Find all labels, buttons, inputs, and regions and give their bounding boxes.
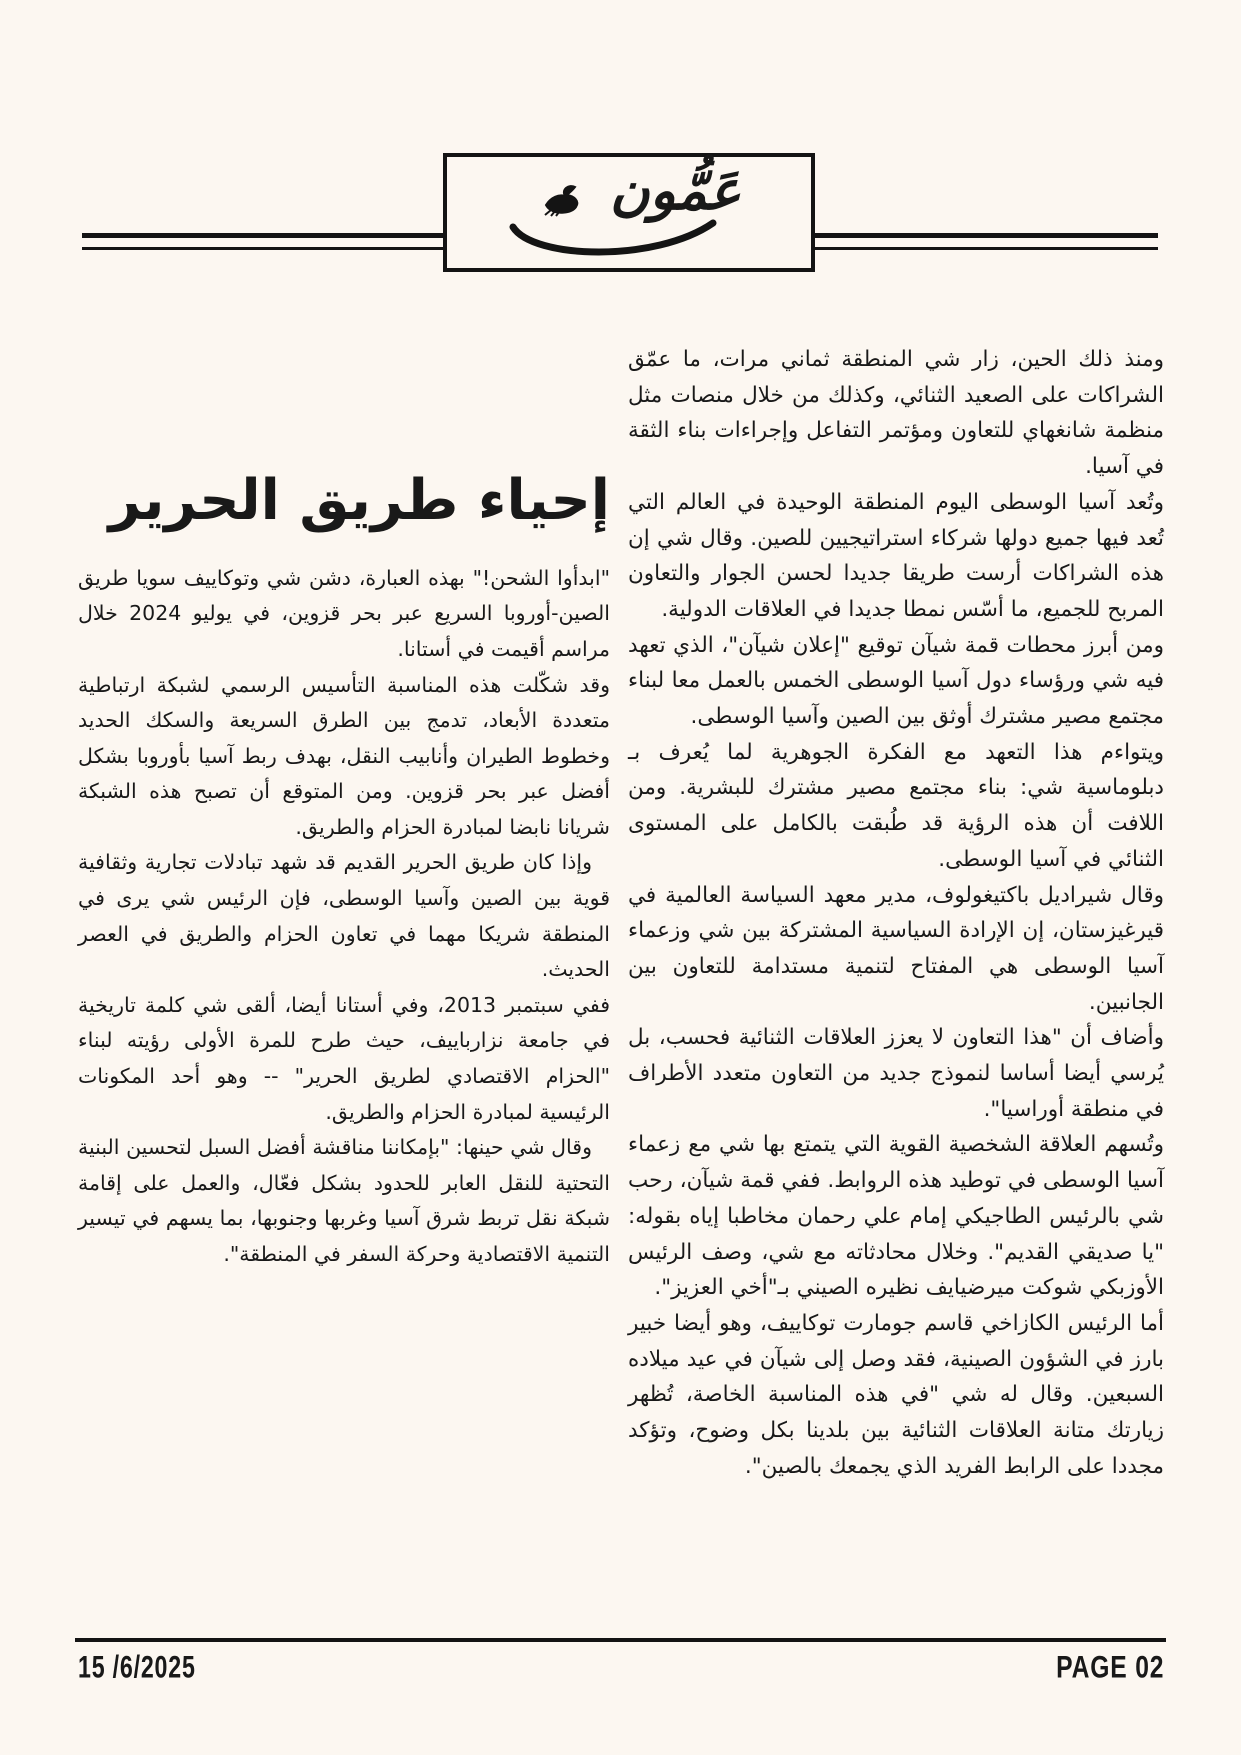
header-rule-right-thin (815, 247, 1158, 250)
article-paragraph: ومنذ ذلك الحين، زار شي المنطقة ثماني مرات، ما عمّق الشراكات على الصعيد الثنائي، وكذلك من خلال منصات مثل منظمة شانغهاي للتعاون ومؤتمر التفاعل وإجراءات بناء الثقة في آسيا. (628, 347, 1164, 480)
article-paragraph: "ابدأوا الشحن!" بهذه العبارة، دشن شي وتوكاييف سويا طريق الصين-أوروبا السريع عبر بحر قزوين، في يوليو 2024 خلال مراسم أقيمت في أستانا. (78, 565, 610, 661)
article-paragraph: وقد شكّلت هذه المناسبة التأسيس الرسمي لشبكة ارتباطية متعددة الأبعاد، تدمج بين الطرق السريعة والسكك الحديد وخطوط الطيران وأنابيب النقل، بهدف ربط آسيا بأوروبا بشكل أفضل عبر بحر قزوين. ومن المتوقع أن تصبح هذه الشبكة شريانا نابضا لمبادرة الحزام والطريق. (78, 672, 610, 839)
article-paragraph: ومن أبرز محطات قمة شيآن توقيع "إعلان شيآن"، الذي تعهد فيه شي ورؤساء دول آسيا الوسطى الخمس بالعمل معا لبناء مجتمع مصير مشترك أوثق بين الصين وآسيا الوسطى. (628, 632, 1164, 730)
article-headline: إحياء طريق الحرير (108, 468, 610, 533)
article-paragraph: وإذا كان طريق الحرير القديم قد شهد تبادلات تجارية وثقافية قوية بين الصين وآسيا الوسطى، فإن الرئيس شي يرى في المنطقة شريكا مهما في تعاون الحزام والطريق في العصر الحديث. (78, 850, 610, 982)
masthead-logo-box (443, 153, 815, 272)
header-rule-left-thin (82, 247, 443, 250)
article-paragraph: أما الرئيس الكازاخي قاسم جومارت توكاييف، وهو أيضا خبير بارز في الشؤون الصينية، فقد وصل إلى شيآن في عيد ميلاده السبعين. وقال له شي "في هذه المناسبة الخاصة، تُظهر زيارتك متانة العلاقات الثنائية بين بلدينا بكل وضوح، وتؤكد مجددا على الرابط الفريد الذي يجمعك بالصين". (628, 1310, 1164, 1479)
article-paragraph: وقال شيراديل باكتيغولوف، مدير معهد السياسة العالمية في قيرغيزستان، إن الإرادة السياسية المشتركة بين شي وزعماء آسيا الوسطى هي المفتاح لتنمية مستدامة للتعاون بين الجانبين. (628, 882, 1164, 1015)
footer-page-number: PAGE 02 (1055, 1650, 1164, 1686)
calligraphy-swoosh (505, 219, 721, 267)
header-rule-right-thick (815, 233, 1158, 238)
article-column-right (628, 272, 1164, 1485)
article-paragraph: ويتواءم هذا التعهد مع الفكرة الجوهرية لما يُعرف بـ دبلوماسية شي: بناء مجتمع مصير مشترك للبشرية. ومن اللافت أن هذه الرؤية قد طُبقت بالكامل على المستوى الثنائي في آسيا الوسطى. (628, 739, 1164, 872)
footer-date: 15 /6/2025 (78, 1650, 196, 1686)
article-paragraph: وقال شي حينها: "بإمكاننا مناقشة أفضل السبل لتحسين البنية التحتية للنقل العابر للحدود بشكل فعّال، والعمل على إقامة شبكة نقل تربط شرق آسيا وغربها وجنوبها، بما يسهم في تيسير التنمية الاقتصادية وحركة السفر في المنطقة". (78, 1135, 610, 1266)
article-paragraph: وأضاف أن "هذا التعاون لا يعزز العلاقات الثنائية فحسب، بل يُرسي أيضا أساسا لنموذج جديد من التعاون متعدد الأطراف في منطقة أوراسيا". (628, 1025, 1164, 1122)
footer-rule (75, 1638, 1166, 1642)
article-paragraph: وتُسهم العلاقة الشخصية القوية التي يتمتع بها شي مع زعماء آسيا الوسطى في توطيد هذه الروابط. ففي قمة شيآن، رحب شي بالرئيس الطاجيكي إمام علي رحمان مخاطبا إياه بقوله: "يا صديقي القديم". وخلال محادثاته مع شي، وصف الرئيس الأوزبكي شوكت ميرضيايف نظيره الصيني بـ"أخي العزيز". (628, 1132, 1164, 1301)
bird-icon (543, 183, 583, 221)
article-body (78, 272, 1164, 1485)
header-rule-left-thick (82, 233, 443, 238)
article-paragraph: وتُعد آسيا الوسطى اليوم المنطقة الوحيدة في العالم التي تُعد فيها جميع دولها شركاء استراتيجيين للصين. وقال شي إن هذه الشراكات أرست طريقا جديدا لحسن الجوار والتعاون المربح للجميع، ما أسّس نمطا جديدا في العلاقات الدولية. (628, 489, 1164, 622)
article-paragraph: ففي سبتمبر 2013، وفي أستانا أيضا، ألقى شي كلمة تاريخية في جامعة نزارباييف، حيث طرح للمرة الأولى رؤيته لبناء "الحزام الاقتصادي لطريق الحرير" -- وهو أحد المكونات الرئيسية لمبادرة الحزام والطريق. (78, 992, 610, 1124)
article-column-left (78, 272, 610, 1485)
masthead-logo-text: عَمُّون (610, 159, 741, 222)
